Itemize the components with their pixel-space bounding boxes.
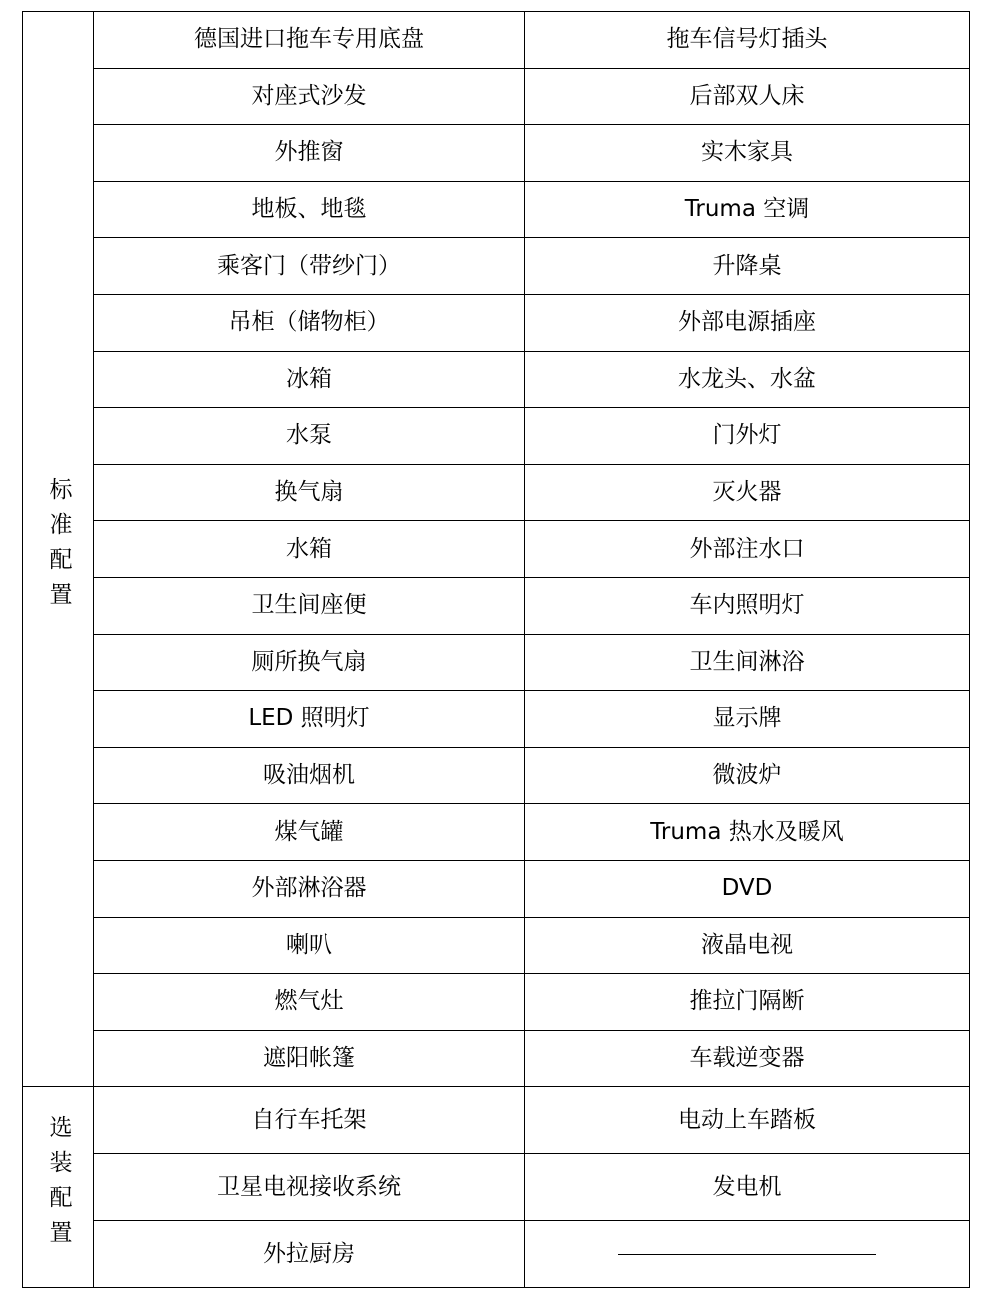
item-cell-right <box>525 408 970 465</box>
item-label: 换气扇 <box>274 479 344 506</box>
table-row <box>23 1030 970 1087</box>
item-label: 水泵 <box>286 422 332 449</box>
item-label: 推拉门隔断 <box>689 988 805 1015</box>
item-cell-right <box>525 974 970 1031</box>
item-label: 车载逆变器 <box>689 1044 805 1071</box>
table-row <box>23 691 970 748</box>
item-label: 电动上车踏板 <box>678 1106 816 1133</box>
item-label: 卫星电视接收系统 <box>217 1173 401 1200</box>
table-row <box>23 464 970 521</box>
table-row <box>23 351 970 408</box>
item-cell-right <box>525 351 970 408</box>
item-label: 燃气灶 <box>274 988 344 1015</box>
item-label: 德国进口拖车专用底盘 <box>194 26 424 53</box>
item-cell-right <box>525 181 970 238</box>
item-label: 卫生间淋浴 <box>689 648 805 675</box>
item-cell-right <box>525 238 970 295</box>
item-label: 液晶电视 <box>701 931 793 958</box>
table-row <box>23 12 970 69</box>
item-label: 卫生间座便 <box>251 592 367 619</box>
table-row <box>23 917 970 974</box>
item-label: 遮阳帐篷 <box>263 1044 355 1071</box>
item-cell-right <box>525 917 970 974</box>
item-cell-right <box>525 12 970 69</box>
configuration-table <box>22 11 970 1288</box>
item-cell-right <box>525 747 970 804</box>
item-cell-left <box>94 974 525 1031</box>
item-cell-left <box>94 917 525 974</box>
item-label: 灭火器 <box>712 479 782 506</box>
item-label: LED 照明灯 <box>248 705 370 732</box>
table-row <box>23 1087 970 1154</box>
item-label: 升降桌 <box>712 252 782 279</box>
item-cell-left <box>94 747 525 804</box>
item-cell-left <box>94 1030 525 1087</box>
item-cell-left <box>94 125 525 182</box>
item-label: 后部双人床 <box>689 82 805 109</box>
item-label: 厕所换气扇 <box>251 648 367 675</box>
table-row <box>23 747 970 804</box>
item-cell-left <box>94 521 525 578</box>
item-cell-left <box>94 634 525 691</box>
item-label: Truma 空调 <box>684 196 810 223</box>
item-label: 乘客门（带纱门） <box>217 252 401 279</box>
optional-config-label-cell <box>23 1087 94 1288</box>
item-cell-right <box>525 294 970 351</box>
item-cell-right <box>525 1154 970 1221</box>
item-label: 外拉厨房 <box>263 1240 355 1267</box>
table-row <box>23 577 970 634</box>
item-label: 喇叭 <box>286 931 332 958</box>
standard-config-label-cell <box>23 12 94 1087</box>
item-label: 实木家具 <box>701 139 793 166</box>
item-label: 对座式沙发 <box>251 82 367 109</box>
item-cell-left <box>94 12 525 69</box>
item-cell-right <box>525 1087 970 1154</box>
table-row <box>23 804 970 861</box>
item-label: 冰箱 <box>286 365 332 392</box>
table-row <box>23 860 970 917</box>
table-row <box>23 238 970 295</box>
item-label: 拖车信号灯插头 <box>666 26 828 53</box>
table-row <box>23 408 970 465</box>
table-row <box>23 294 970 351</box>
item-label: 外部电源插座 <box>678 309 816 336</box>
item-cell-left <box>94 408 525 465</box>
item-cell-left <box>94 238 525 295</box>
table-row <box>23 1221 970 1288</box>
standard-config-label: 标准配置 <box>45 476 72 617</box>
table-row <box>23 521 970 578</box>
item-label: 水龙头、水盆 <box>678 365 816 392</box>
item-cell-left <box>94 464 525 521</box>
table-row <box>23 634 970 691</box>
item-label: 吸油烟机 <box>263 762 355 789</box>
item-label: 外部淋浴器 <box>251 875 367 902</box>
item-cell-right <box>525 577 970 634</box>
item-cell-right <box>525 1221 970 1288</box>
optional-config-label: 选装配置 <box>45 1114 72 1255</box>
item-cell-right <box>525 521 970 578</box>
item-cell-right <box>525 68 970 125</box>
item-label: 自行车托架 <box>251 1106 367 1133</box>
item-cell-right <box>525 691 970 748</box>
item-label: 外部注水口 <box>689 535 805 562</box>
item-cell-left <box>94 351 525 408</box>
item-label: 门外灯 <box>712 422 782 449</box>
item-cell-left <box>94 68 525 125</box>
item-label: 煤气罐 <box>274 818 344 845</box>
item-cell-left <box>94 860 525 917</box>
item-cell-right <box>525 860 970 917</box>
item-cell-left <box>94 804 525 861</box>
item-cell-right <box>525 1030 970 1087</box>
item-label: 发电机 <box>712 1173 782 1200</box>
item-cell-left <box>94 294 525 351</box>
item-cell-left <box>94 181 525 238</box>
item-cell-left <box>94 577 525 634</box>
item-cell-right <box>525 804 970 861</box>
item-label: 外推窗 <box>274 139 344 166</box>
table-row <box>23 181 970 238</box>
item-cell-right <box>525 634 970 691</box>
table-row <box>23 1154 970 1221</box>
item-label: 吊柜（储物柜） <box>228 309 390 336</box>
table-row <box>23 125 970 182</box>
item-label: 微波炉 <box>712 762 782 789</box>
configuration-table-body <box>23 12 970 1288</box>
empty-dash-line <box>618 1254 876 1255</box>
item-cell-left <box>94 691 525 748</box>
item-cell-left <box>94 1154 525 1221</box>
item-label: 水箱 <box>286 535 332 562</box>
table-row <box>23 974 970 1031</box>
item-label: DVD <box>721 875 773 902</box>
item-cell-left <box>94 1221 525 1288</box>
item-label: 地板、地毯 <box>251 196 367 223</box>
item-label: 显示牌 <box>712 705 782 732</box>
item-cell-right <box>525 125 970 182</box>
table-row <box>23 68 970 125</box>
item-cell-right <box>525 464 970 521</box>
item-label: 车内照明灯 <box>689 592 805 619</box>
item-cell-left <box>94 1087 525 1154</box>
item-label: Truma 热水及暖风 <box>650 818 844 845</box>
